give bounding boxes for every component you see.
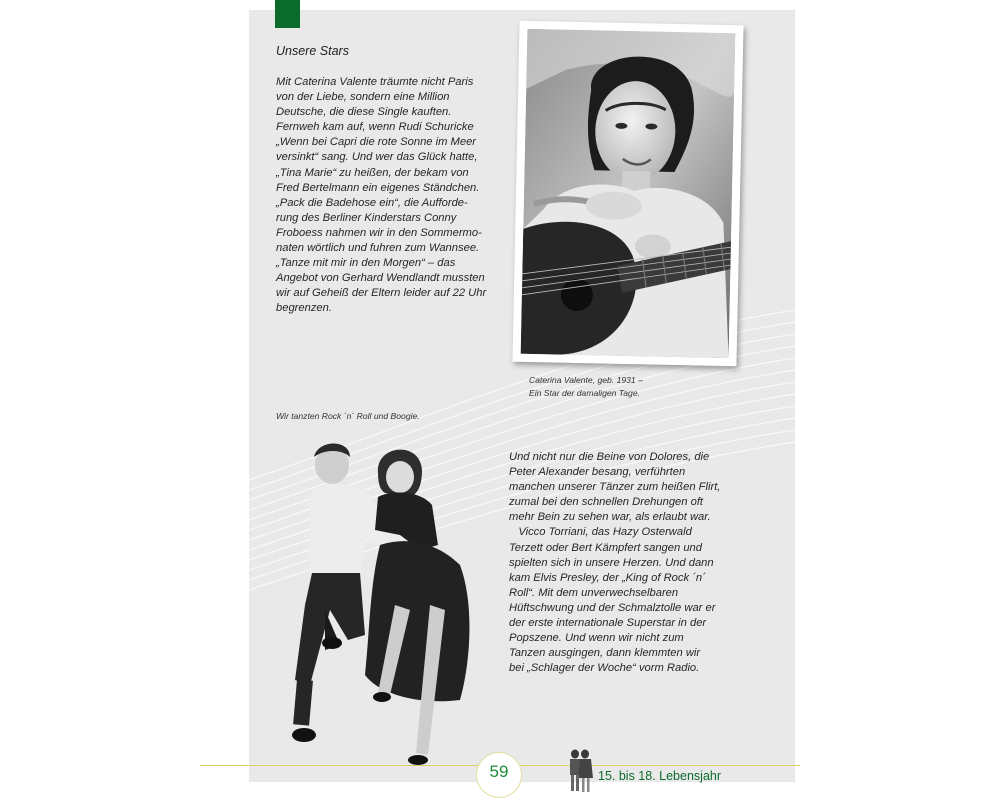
text-line: „Wenn bei Capri die rote Sonne im Meer [276, 136, 477, 149]
text-line: Hüftschwung und der Schmalztolle war er [509, 601, 716, 614]
text-line: Fernweh kam auf, wenn Rudi Schuricke [276, 121, 474, 134]
text-line: wir auf Geheiß der Eltern leider auf 22 Uhr [276, 287, 487, 300]
page-number: 59 [489, 762, 509, 781]
caption-line: Ein Star der damaligen Tage. [529, 387, 640, 398]
text-line: Peter Alexander besang, verführten [509, 466, 686, 479]
text-line: begrenzen. [276, 302, 332, 315]
text-line: Tanzen ausgingen, dann klemmten wir [509, 647, 701, 660]
text-line: versinkt“ sang. Und wer das Glück hatte, [276, 151, 478, 164]
text-line: Terzett oder Bert Kämpfert sangen und [509, 541, 702, 554]
paragraph-stars [276, 75, 496, 317]
dancing-couple-image [270, 435, 485, 775]
text-line: Angebot von Gerhard Wendlandt mussten [276, 272, 485, 285]
portrait-photo [512, 21, 743, 367]
text-line: mehr Bein zu sehen war, als erlaubt war. [509, 511, 711, 524]
text-line: rung des Berliner Kinderstars Conny [276, 211, 457, 224]
text-line: naten wörtlich und fuhren zum Wannsee. [276, 242, 480, 255]
chapter-title: 15. bis 18. Lebensjahr [598, 769, 722, 783]
text-line: spielten sich in unsere Herzen. Und dann [509, 556, 714, 569]
text-line: von der Liebe, sondern eine Million [276, 91, 450, 104]
text-line: der erste internationale Superstar in der [509, 617, 707, 630]
text-line: zumal bei den schnellen Drehungen oft [509, 496, 704, 509]
section-heading: Unsere Stars [276, 44, 349, 58]
portrait-woman-with-guitar-image [521, 29, 736, 358]
text-line: Deutsche, die diese Single kauften. [276, 106, 452, 119]
dance-caption: Wir tanzten Rock ´n´ Roll und Boogie. [276, 411, 420, 421]
text-line: Popszene. Und wenn wir nicht zum [509, 632, 684, 645]
text-line: bei „Schlager der Woche“ vorm Radio. [509, 662, 700, 675]
text-line: Roll“. Mit dem unverwechselbaren [509, 586, 679, 599]
text-line: Froboess nahmen wir in den Sommermo- [276, 226, 482, 239]
text-line: Mit Caterina Valente träumte nicht Paris [276, 76, 474, 88]
paragraph-rock-n-roll [509, 450, 734, 676]
text-line: „Tanze mit mir in den Morgen“ – das [276, 257, 456, 270]
text-line: manchen unserer Tänzer zum heißen Flirt, [509, 481, 721, 494]
couple-figure-icon [566, 748, 594, 794]
chapter-color-tab [275, 0, 300, 28]
portrait-caption [529, 374, 643, 399]
text-line: „Pack die Badehose ein“, die Aufforde- [276, 196, 468, 209]
text-line: Und nicht nur die Beine von Dolores, die [509, 451, 710, 463]
text-line: Fred Bertelmann ein eigenes Ständchen. [276, 181, 480, 194]
text-line: Vicco Torriani, das Hazy Osterwald [509, 526, 692, 539]
text-line: „Tina Marie“ zu heißen, der bekam von [276, 166, 469, 179]
text-line: kam Elvis Presley, der „King of Rock ´n´ [509, 571, 706, 584]
caption-line: Caterina Valente, geb. 1931 – [529, 375, 643, 385]
